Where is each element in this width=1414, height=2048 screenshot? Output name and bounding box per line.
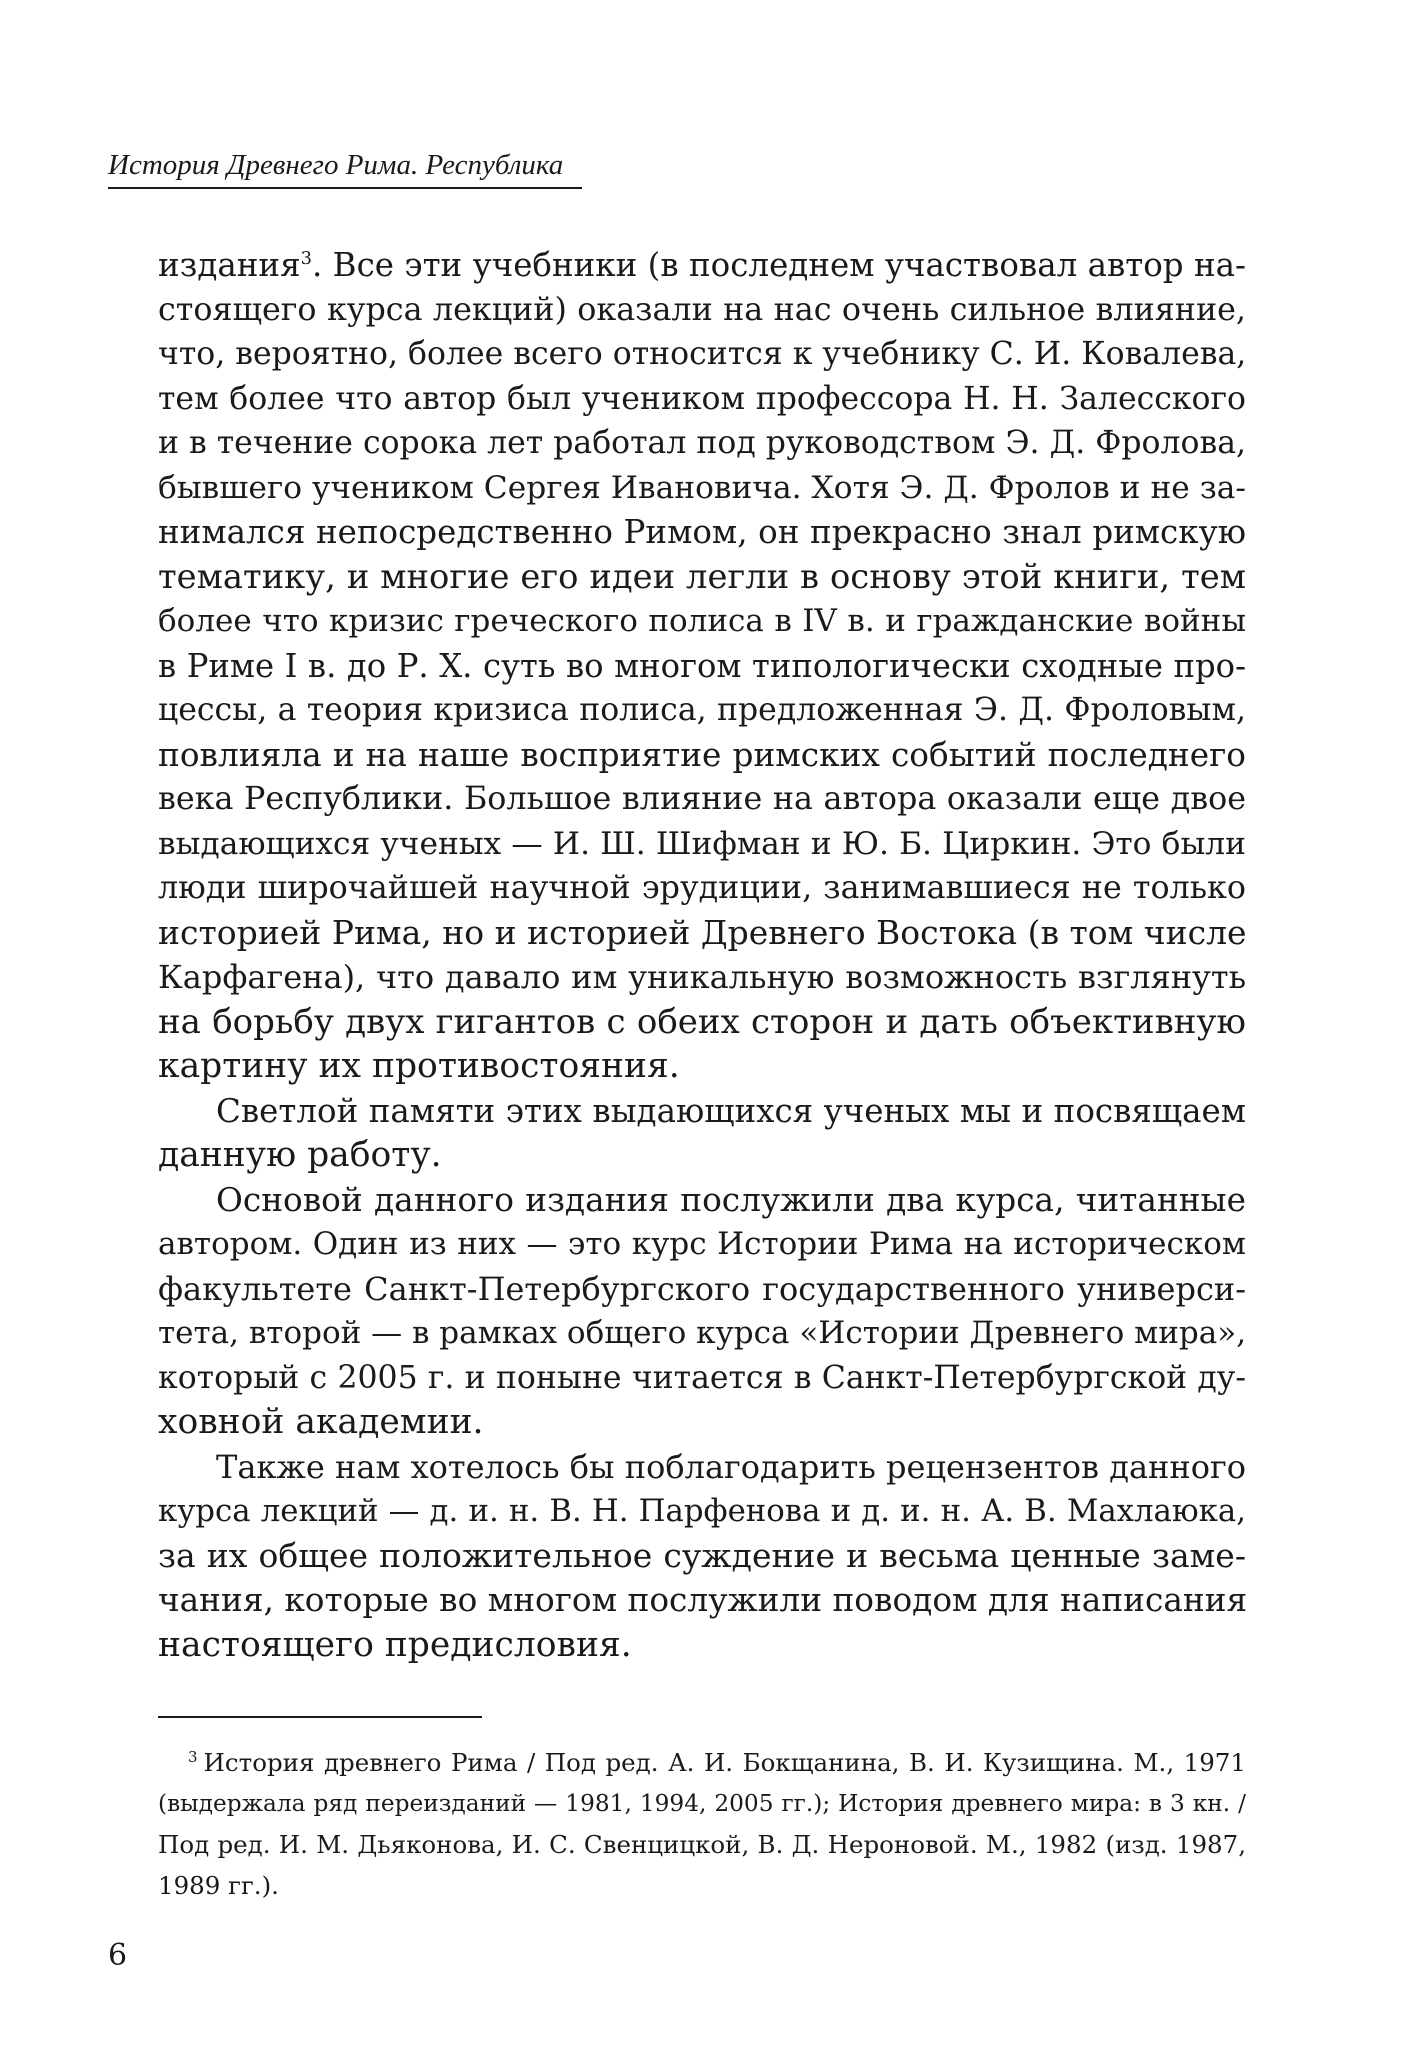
text-line: историей Рима, но и историей Древнего Востока (в том числе <box>158 912 1247 952</box>
text-line: факультете Санкт-Петербургского государственного универси- <box>158 1269 1246 1308</box>
text-line: более что кризис греческого полиса в IV в. и гражданские войны <box>158 603 1246 639</box>
text-line: повлияла и на наше восприятие римских событий последнего <box>158 735 1246 774</box>
text-line: тематику, и многие его идеи легли в основу этой книги, тем <box>158 556 1246 596</box>
text-line: Также нам хотелось бы поблагодарить рецензентов данного <box>216 1447 1246 1486</box>
text-line <box>158 243 1246 288</box>
footnote-reference[interactable]: 3 <box>300 248 312 270</box>
footnote-text: История древнего Рима / Под ред. А. И. Бокщанина, В. И. Кузищина. М., 1971 <box>203 1748 1246 1777</box>
text-line: за их общее положительное суждение и весьма ценные заме- <box>158 1535 1246 1575</box>
text-line: Светлой памяти этих выдающихся ученых мы и посвящаем <box>216 1091 1246 1130</box>
text-fragment: издания <box>158 246 301 284</box>
text-line: картину их противостояния. <box>158 1046 680 1086</box>
text-line: чания, которые во многом послужили поводом для написания <box>158 1581 1248 1619</box>
text-line: настоящего предисловия. <box>158 1624 632 1665</box>
text-line: и в течение сорока лет работал под руководством Э. Д. Фролова, <box>158 425 1246 461</box>
text-line: бывшего учеником Сергея Ивановича. Хотя Э. Д. Фролов и не за- <box>158 469 1246 506</box>
body-text <box>158 243 1246 1667</box>
text-line: автором. Один из них — это курс Истории Рима на историческом <box>158 1226 1246 1262</box>
footnote-line <box>158 1742 1246 1783</box>
footnote-marker: 3 <box>188 1747 198 1766</box>
footnote-line: Под ред. И. М. Дьяконова, И. С. Свенцицкой, В. Д. Нероновой. М., 1982 (изд. 1987, <box>158 1830 1246 1859</box>
text-line: ховной академии. <box>158 1402 484 1442</box>
text-line: что, вероятно, более всего относится к учебнику С. И. Ковалева, <box>158 336 1247 372</box>
footnote-line: 1989 гг.). <box>158 1871 279 1900</box>
text-line: Основой данного издания послужили два курса, читанные <box>216 1180 1246 1219</box>
text-line: в Риме I в. до Р. Х. суть во многом типологически сходные про- <box>158 646 1246 685</box>
text-line: цессы, а теория кризиса полиса, предложенная Э. Д. Фроловым, <box>158 692 1246 728</box>
paragraph-4 <box>158 1445 1246 1668</box>
text-line: тем более что автор был учеником профессора Н. Н. Залесского <box>158 380 1246 417</box>
text-line: выдающихся ученых — И. Ш. Шифман и Ю. Б. Циркин. Это были <box>158 825 1246 862</box>
text-line: на борьбу двух гигантов с обеих сторон и дать объективную <box>158 1001 1246 1042</box>
paragraph-1 <box>158 243 1246 1089</box>
text-line: люди широчайшей научной эрудиции, занимавшиеся не только <box>158 870 1246 906</box>
text-line: нимался непосредственно Римом, он прекрасно знал римскую <box>158 513 1246 551</box>
footnote <box>158 1742 1246 1906</box>
text-line: стоящего курса лекций) оказали на нас очень сильное влияние, <box>158 291 1246 328</box>
running-head: История Древнего Рима. Республика <box>108 149 564 181</box>
text-line: который с 2005 г. и поныне читается в Санкт-Петербургской ду- <box>158 1359 1246 1396</box>
footnote-line: (выдержала ряд переизданий — 1981, 1994, 2005 гг.); История древнего мира: в 3 кн. / <box>158 1790 1246 1817</box>
paragraph-3 <box>158 1178 1246 1445</box>
text-line: Карфагена), что давало им уникальную возможность взглянуть <box>158 958 1246 996</box>
text-line: тета, второй — в рамках общего курса «Истории Древнего мира», <box>158 1315 1247 1351</box>
footnote-rule <box>158 1716 482 1718</box>
page-number: 6 <box>108 1938 128 1973</box>
paragraph-2 <box>158 1089 1246 1178</box>
text-fragment: . Все эти учебники (в последнем участвовал автор на- <box>311 246 1246 284</box>
text-line: данную работу. <box>158 1135 442 1175</box>
running-head-rule <box>108 187 582 189</box>
text-line: века Республики. Большое влияние на автора оказали еще двое <box>158 781 1246 817</box>
text-line: курса лекций — д. и. н. В. Н. Парфенова и д. и. н. А. В. Махлаюка, <box>158 1493 1246 1529</box>
